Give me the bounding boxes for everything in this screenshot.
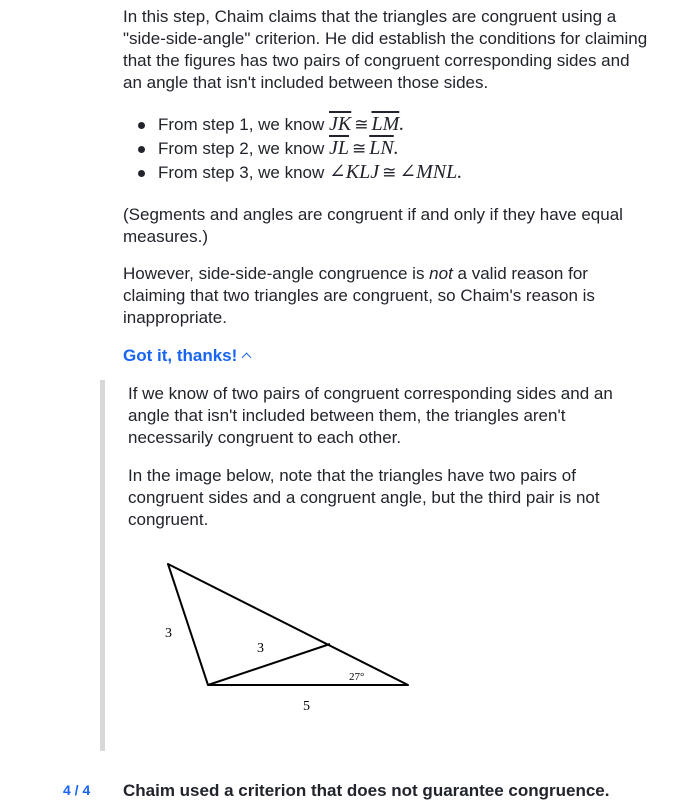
chevron-up-icon [242,353,252,363]
side-label-inner: 3 [257,641,264,656]
segments-note: (Segments and angles are congruent if and only if they have equal measures.) [123,205,623,246]
explanation-paragraph-1: If we know of two pairs of congruent corresponding sides and an angle that isn't included between them, the triangles aren't necessarily congruent to each other. [128,384,613,447]
segment-jk: $\overline{JK}$ [329,113,352,135]
segment-ln: $\overline{LN}$ [369,137,394,159]
angle-klj: ∠KLJ [329,161,380,183]
outer-triangle [168,564,408,685]
intro-paragraph: In this step, Chaim claims that the triangles are congruent using a "side-side-angle" criterion. He did establish the conditions for claiming that the figures has two pairs of congruent corresponding sides and an angle that isn't included between those sides. [123,7,648,92]
angle-label: 27° [349,671,365,683]
list-item: From step 1, we know $\overline{JK}$ ≅ $\overline{LM}$. [123,113,462,137]
got-it-toggle[interactable]: Got it, thanks! [123,345,250,367]
inner-side [208,644,330,685]
segment-jl: $\overline{JL}$ [329,137,350,159]
angle-mnl: ∠MNL [399,161,458,183]
however-paragraph: However, side-side-angle congruence is not a valid reason for claiming that two triangles are congruent, so Chaim's reason is inappropriate. [123,264,595,327]
explanation-border [100,380,105,751]
list-item: From step 2, we know $\overline{JL}$ ≅ $\overline{LN}$. [123,137,462,161]
triangle-figure [148,555,428,725]
segment-lm: $\overline{LM}$ [371,113,400,135]
final-statement: Chaim used a criterion that does not guarantee congruence. [123,781,610,800]
step-counter: 4 / 4 [63,782,91,798]
congruence-list [123,113,462,185]
list-item: From step 3, we know ∠KLJ ≅ ∠MNL. [123,161,462,185]
base-label: 5 [303,699,310,714]
side-label-left: 3 [165,626,172,641]
explanation-paragraph-2: In the image below, note that the triangles have two pairs of congruent sides and a congruent angle, but the third pair is not congruent. [128,466,600,529]
